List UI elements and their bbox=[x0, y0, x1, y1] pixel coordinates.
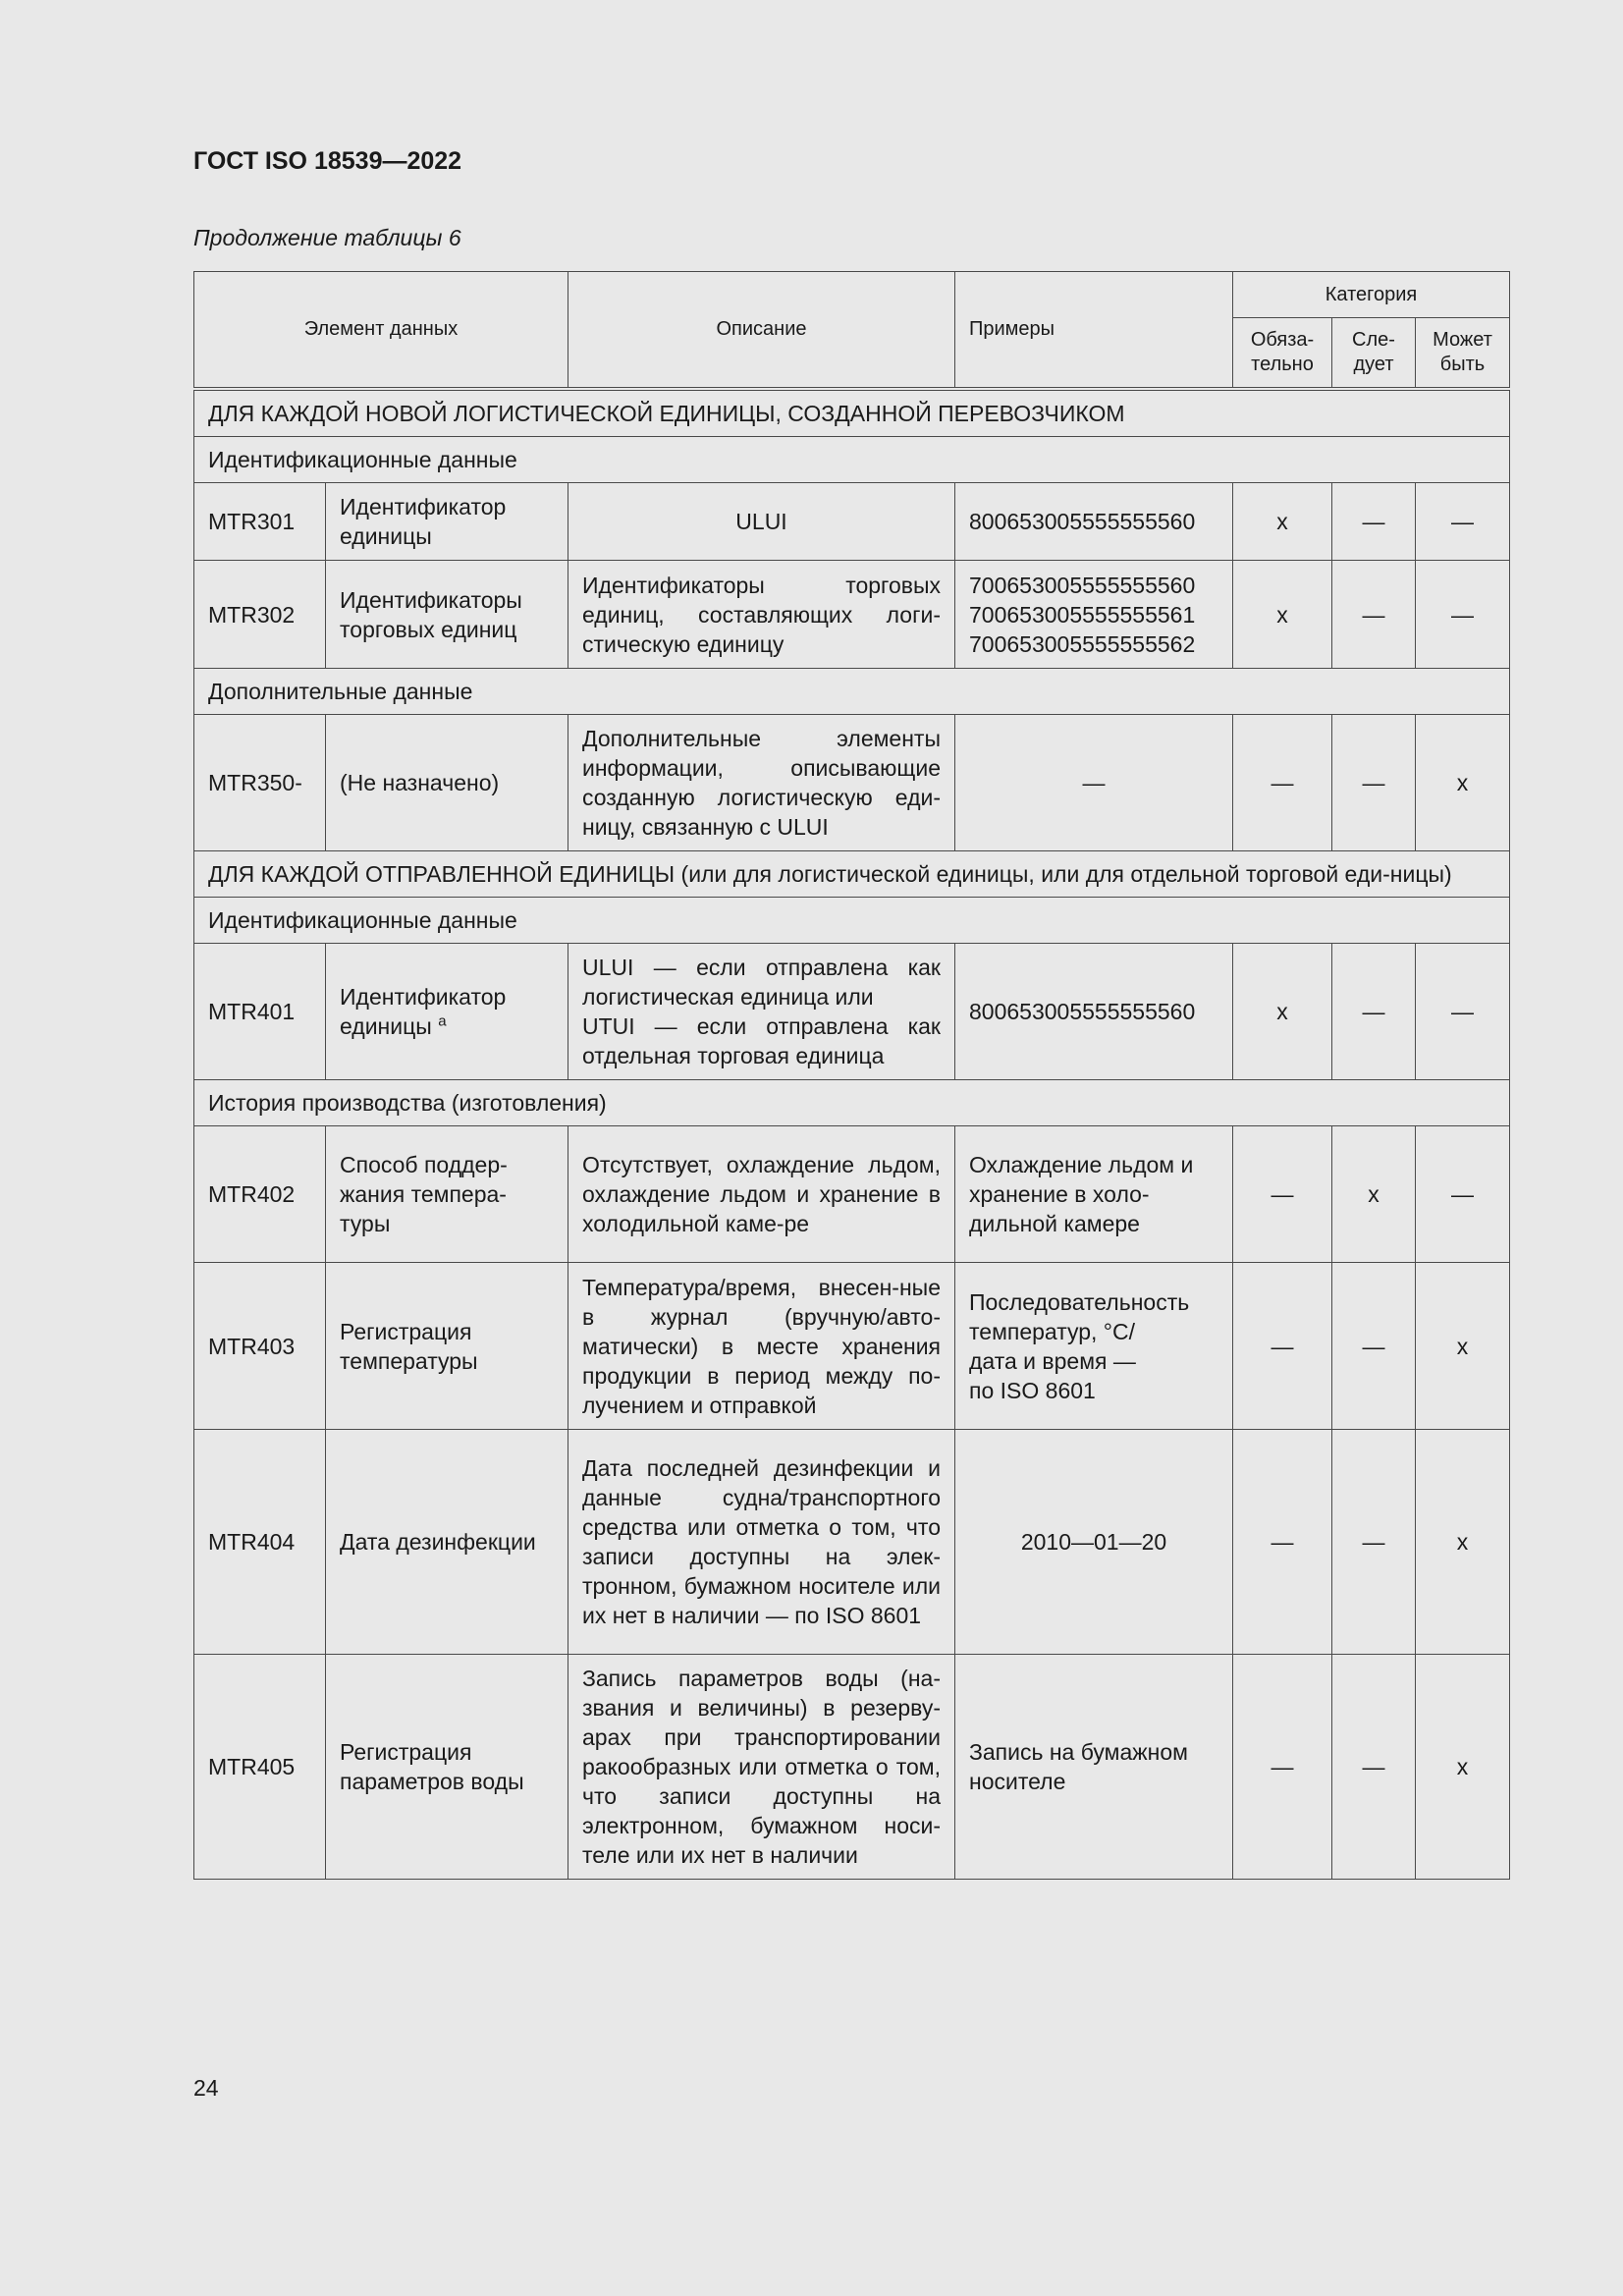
table-row bbox=[194, 1655, 1510, 1880]
subsection-production-history: История производства (изготовления) bbox=[194, 1080, 1510, 1126]
row-description bbox=[568, 944, 955, 1080]
row-mandatory: — bbox=[1233, 1655, 1332, 1880]
subsection-identification-1: Идентификационные данные bbox=[194, 437, 1510, 483]
row-description: Запись параметров воды (на-звания и величины) в резерву-арах при транспортировании ракообразных или отметка о том, что записи доступны на электронном, бумажном носи-теле или их нет в наличии bbox=[568, 1655, 955, 1880]
row-mandatory: — bbox=[1233, 1430, 1332, 1655]
header-category: Категория bbox=[1233, 272, 1510, 318]
row-example bbox=[955, 1263, 1233, 1430]
section-shipped-unit: ДЛЯ КАЖДОЙ ОТПРАВЛЕННОЙ ЕДИНИЦЫ (или для логистической единицы, или для отдельной торговой еди-ницы) bbox=[194, 851, 1510, 898]
row-should: — bbox=[1332, 483, 1416, 561]
data-elements-table bbox=[193, 271, 1510, 1880]
row-name: Дата дезинфекции bbox=[326, 1430, 568, 1655]
header-may: Может быть bbox=[1416, 318, 1510, 390]
row-code: MTR401 bbox=[194, 944, 326, 1080]
example-line: Последовательность температур, °С/ bbox=[969, 1288, 1190, 1344]
row-example bbox=[955, 561, 1233, 669]
row-may: — bbox=[1416, 483, 1510, 561]
example-line: 700653005555555561 bbox=[969, 601, 1196, 628]
subsection-row bbox=[194, 1080, 1510, 1126]
document-header: ГОСТ ISO 18539—2022 bbox=[193, 147, 462, 175]
row-example: Охлаждение льдом и хранение в холо-дильной камере bbox=[955, 1126, 1233, 1263]
row-name: Идентификаторы торговых единиц bbox=[326, 561, 568, 669]
row-example: 800653005555555560 bbox=[955, 944, 1233, 1080]
row-mandatory: — bbox=[1233, 715, 1332, 851]
table-row bbox=[194, 483, 1510, 561]
row-description: Дополнительные элементы информации, описывающие созданную логистическую еди-ницу, связанную с ULUI bbox=[568, 715, 955, 851]
header-examples: Примеры bbox=[955, 272, 1233, 390]
row-mandatory: — bbox=[1233, 1126, 1332, 1263]
table-caption: Продолжение таблицы 6 bbox=[193, 225, 461, 250]
row-description: Температура/время, внесен-ные в журнал (вручную/авто-матически) в месте хранения продукции в период между по-лучением и отправкой bbox=[568, 1263, 955, 1430]
subsection-additional: Дополнительные данные bbox=[194, 669, 1510, 715]
example-line: 700653005555555562 bbox=[969, 630, 1196, 657]
row-may: — bbox=[1416, 561, 1510, 669]
row-code: MTR404 bbox=[194, 1430, 326, 1655]
table-row bbox=[194, 1263, 1510, 1430]
row-mandatory: x bbox=[1233, 483, 1332, 561]
row-should: x bbox=[1332, 1126, 1416, 1263]
table-row bbox=[194, 1126, 1510, 1263]
row-description: Дата последней дезинфекции и данные судна/транспортного средства или отметка о том, что записи доступны на элек-тронном, бумажном носителе или их нет в наличии — по ISO 8601 bbox=[568, 1430, 955, 1655]
row-code: MTR301 bbox=[194, 483, 326, 561]
example-line: по ISO 8601 bbox=[969, 1377, 1096, 1403]
description-line: ULUI — если отправлена как логистическая единица или bbox=[582, 955, 941, 1010]
row-name-text: Идентификатор единицы bbox=[340, 984, 507, 1039]
row-mandatory: x bbox=[1233, 561, 1332, 669]
row-may: x bbox=[1416, 1655, 1510, 1880]
example-line: 700653005555555560 bbox=[969, 572, 1196, 598]
row-mandatory: x bbox=[1233, 944, 1332, 1080]
row-name: (Не назначено) bbox=[326, 715, 568, 851]
row-may: x bbox=[1416, 1430, 1510, 1655]
row-may: x bbox=[1416, 715, 1510, 851]
example-line: дата и время — bbox=[969, 1347, 1136, 1374]
table-row bbox=[194, 561, 1510, 669]
row-may: — bbox=[1416, 944, 1510, 1080]
row-code: MTR302 bbox=[194, 561, 326, 669]
header-should: Сле- дует bbox=[1332, 318, 1416, 390]
row-mandatory: — bbox=[1233, 1263, 1332, 1430]
row-name: Регистрация параметров воды bbox=[326, 1655, 568, 1880]
row-code: MTR402 bbox=[194, 1126, 326, 1263]
row-example: — bbox=[955, 715, 1233, 851]
table-row bbox=[194, 715, 1510, 851]
row-name: Идентификатор единицы bbox=[326, 483, 568, 561]
header-element: Элемент данных bbox=[194, 272, 568, 390]
footnote-marker: a bbox=[438, 1012, 447, 1030]
row-description: ULUI bbox=[568, 483, 955, 561]
section-new-logistic-unit: ДЛЯ КАЖДОЙ НОВОЙ ЛОГИСТИЧЕСКОЙ ЕДИНИЦЫ, СОЗДАННОЙ ПЕРЕВОЗЧИКОМ bbox=[194, 389, 1510, 437]
row-should: — bbox=[1332, 944, 1416, 1080]
row-should: — bbox=[1332, 561, 1416, 669]
row-example: 2010—01—20 bbox=[955, 1430, 1233, 1655]
row-description: Идентификаторы торговых единиц, составляющих логи-стическую единицу bbox=[568, 561, 955, 669]
section-row bbox=[194, 851, 1510, 898]
row-code: MTR403 bbox=[194, 1263, 326, 1430]
row-name: Регистрация температуры bbox=[326, 1263, 568, 1430]
row-should: — bbox=[1332, 1263, 1416, 1430]
page-number: 24 bbox=[193, 2075, 219, 2101]
row-code: MTR350- bbox=[194, 715, 326, 851]
row-name bbox=[326, 944, 568, 1080]
row-should: — bbox=[1332, 1430, 1416, 1655]
subsection-row bbox=[194, 898, 1510, 944]
subsection-identification-2: Идентификационные данные bbox=[194, 898, 1510, 944]
row-may: x bbox=[1416, 1263, 1510, 1430]
row-example: 800653005555555560 bbox=[955, 483, 1233, 561]
row-may: — bbox=[1416, 1126, 1510, 1263]
subsection-row bbox=[194, 437, 1510, 483]
header-mandatory: Обяза- тельно bbox=[1233, 318, 1332, 390]
subsection-row bbox=[194, 669, 1510, 715]
row-should: — bbox=[1332, 715, 1416, 851]
description-line: UTUI — если отправлена как отдельная торговая единица bbox=[582, 1013, 941, 1068]
table-row bbox=[194, 944, 1510, 1080]
section-row bbox=[194, 389, 1510, 437]
row-example: Запись на бумажном носителе bbox=[955, 1655, 1233, 1880]
header-description: Описание bbox=[568, 272, 955, 390]
row-description: Отсутствует, охлаждение льдом, охлаждение льдом и хранение в холодильной каме-ре bbox=[568, 1126, 955, 1263]
row-name: Способ поддер-жания темпера-туры bbox=[326, 1126, 568, 1263]
table-row bbox=[194, 1430, 1510, 1655]
row-should: — bbox=[1332, 1655, 1416, 1880]
row-code: MTR405 bbox=[194, 1655, 326, 1880]
